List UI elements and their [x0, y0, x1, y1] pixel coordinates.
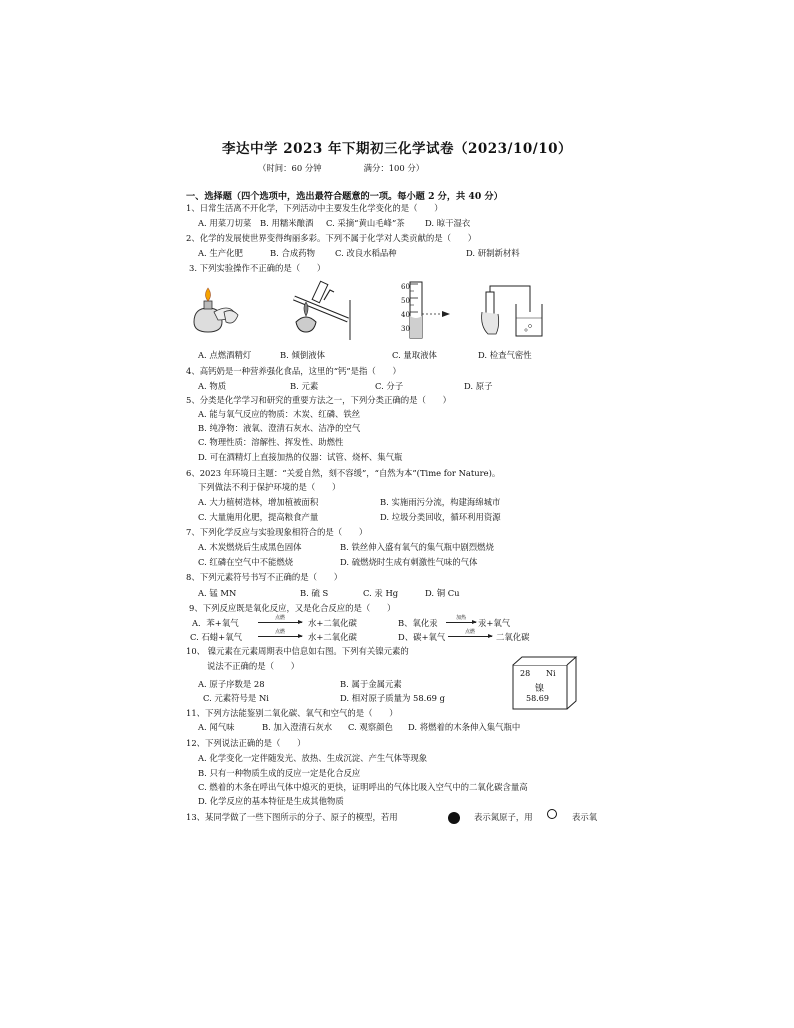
option: A. 点燃酒精灯: [198, 350, 252, 360]
question-stem: 11、下列方法能鉴别二氧化碳、氧气和空气的是（ ）: [186, 708, 398, 718]
option: A. 能与氧气反应的物质：木炭、红磷、铁丝: [198, 409, 361, 419]
scale-label: 30: [401, 325, 410, 333]
option: D. 化学反应的基本特征是生成其他物质: [198, 796, 344, 806]
lighting-alcohol-lamp-figure: [188, 282, 240, 340]
option: A. 生产化肥: [198, 248, 243, 258]
question-stem: 2、化学的发展使世界变得绚丽多彩。下列不属于化学对人类贡献的是（ ）: [186, 233, 477, 243]
scale-label: 60: [401, 283, 410, 291]
option: B. 铁丝伸入盛有氧气的集气瓶中剧烈燃烧: [340, 542, 494, 552]
option: D. 原子: [464, 381, 493, 391]
option: A. 用菜刀切菜: [198, 218, 252, 228]
option: A. 大力植树造林，增加植被面积: [198, 497, 319, 507]
exam-title: 李达中学 2023 年下期初三化学试卷（2023/10/10）: [222, 141, 572, 157]
question-stem-mid: 表示氮原子，用: [474, 812, 533, 822]
option: B. 实施雨污分流，构建海绵城市: [380, 497, 501, 507]
oxygen-atom-icon: [546, 808, 558, 820]
option: B. 属于金属元素: [340, 679, 402, 689]
equation-a-products: 水+二氧化碳: [308, 618, 357, 628]
time-limit: （时间：60 分钟: [258, 163, 322, 173]
option: D. 硫燃烧时生成有刺激性气味的气体: [340, 557, 478, 567]
option: D. 垃圾分类回收，循环利用资源: [380, 512, 501, 522]
equation-a-condition: 点燃: [274, 615, 285, 621]
option: A. 原子序数是 28: [198, 679, 265, 689]
question-stem: 1、日常生活离不开化学，下列活动中主要发生化学变化的是（ ）: [186, 203, 443, 213]
scale-label: 50: [401, 297, 410, 305]
equation-b-reactants: B、氧化汞: [398, 618, 438, 628]
option: C. 改良水稻品种: [335, 248, 397, 258]
option: B. 用糯米酿酒: [260, 218, 314, 228]
equation-b-products: 汞+氧气: [478, 618, 511, 628]
option: D. 相对原子质量为 58.69 g: [340, 693, 446, 703]
option: B. 合成药物: [270, 248, 315, 258]
option: D. 研制新材料: [466, 248, 520, 258]
question-stem: 4、高钙奶是一种营养强化食品，这里的“钙”是指（ ）: [186, 366, 401, 376]
section-heading: 一、选择题（四个选项中，选出最符合题意的一项。每小题 2 分，共 40 分）: [186, 191, 503, 202]
question-stem: 5、分类是化学学习和研究的重要方法之一，下列分类正确的是（ ）: [186, 395, 451, 405]
option: C. 观察颜色: [348, 722, 393, 732]
question-stem-end: 表示氧: [572, 812, 598, 822]
question-stem: 12、下列说法正确的是（ ）: [186, 738, 306, 748]
equation-d-reactants: D、碳+氧气: [398, 632, 446, 642]
equation-b-condition: 加热: [455, 615, 466, 621]
question-stem: 9、下列反应既是氧化反应，又是化合反应的是（ ）: [189, 603, 396, 613]
equation-c-reactants: C. 石蜡+氧气: [190, 632, 242, 642]
option: C. 汞 Hg: [363, 588, 399, 598]
equation-c-condition: 点燃: [274, 629, 285, 635]
equation-c-products: 水+二氧化碳: [308, 632, 357, 642]
option: B. 元素: [290, 381, 319, 391]
equation-d-arrow: [448, 636, 492, 637]
option: C. 物理性质：溶解性、挥发性、助燃性: [198, 437, 344, 447]
option: C. 分子: [375, 381, 404, 391]
option: D. 铜 Cu: [425, 588, 460, 598]
equation-a-arrow: [258, 622, 302, 623]
option: D. 检查气密性: [478, 350, 532, 360]
equation-d-products: 二氧化碳: [496, 632, 530, 642]
question-stem-cont: 下列做法不利于保护环境的是（ ）: [198, 482, 341, 492]
question-stem-cont: 说法不正确的是（ ）: [207, 661, 300, 671]
option: B. 纯净物：液氧、澄清石灰水、洁净的空气: [198, 423, 361, 433]
option: B. 只有一种物质生成的反应一定是化合反应: [198, 768, 361, 778]
scale-label: 40: [401, 311, 410, 319]
nitrogen-atom-icon: [447, 811, 461, 825]
equation-c-arrow: [258, 636, 302, 637]
element-atomic-mass: 58.69: [526, 694, 549, 703]
question-stem: 3. 下列实验操作不正确的是（ ）: [189, 263, 326, 273]
option: D. 晾干湿衣: [425, 218, 471, 228]
equation-d-condition: 点燃: [464, 629, 475, 635]
pouring-liquid-figure: [288, 280, 358, 342]
option: C. 元素符号是 Ni: [203, 693, 269, 703]
equation-a-reactants: A．苯+氧气: [192, 618, 239, 628]
option: A. 木炭燃烧后生成黑色固体: [198, 542, 302, 552]
question-stem: 10、 镍元素在元素周期表中信息如右图。下列有关镍元素的: [186, 646, 409, 656]
option: A. 化学变化一定伴随发光、放热、生成沉淀、产生气体等现象: [198, 753, 428, 763]
question-stem: 13、某同学做了一些下图所示的分子、原子的模型，若用: [186, 812, 398, 822]
question-stem: 7、下列化学反应与实验现象相符合的是（ ）: [186, 527, 368, 537]
option: A. 物质: [198, 381, 227, 391]
option: C. 量取液体: [392, 350, 437, 360]
question-stem: 8、下列元素符号书写不正确的是（ ）: [186, 572, 343, 582]
option: A. 闻气味: [198, 722, 235, 732]
airtightness-check-figure: [478, 282, 544, 340]
element-atomic-number: 28: [520, 669, 531, 678]
option: C. 燃着的木条在呼出气体中熄灭的更快，证明呼出的气体比吸入空气中的二氧化碳含量高: [198, 782, 528, 792]
element-name: 镍: [535, 684, 545, 694]
option: B. 倾倒液体: [280, 350, 325, 360]
full-score: 满分：100 分）: [363, 163, 425, 173]
option: B. 加入澄清石灰水: [262, 722, 333, 732]
option: C. 采摘“黄山毛峰”茶: [326, 218, 405, 228]
question-stem: 6、2023 年环境日主题：“关爱自然，刻不容缓”，“自然为本”(Time for Nature)。: [186, 468, 501, 478]
option: D. 将燃着的木条伸入集气瓶中: [408, 722, 521, 732]
option: D. 可在酒精灯上直接加热的仪器：试管、烧杯、集气瓶: [198, 452, 403, 462]
element-symbol: Ni: [546, 669, 556, 678]
option: C. 大量施用化肥，提高粮食产量: [198, 512, 319, 522]
option: A. 锰 MN: [198, 588, 237, 598]
equation-b-arrow: [446, 622, 476, 623]
exam-time: [258, 162, 424, 174]
option: B. 硫 S: [300, 588, 329, 598]
option: C. 红磷在空气中不能燃烧: [198, 557, 294, 567]
